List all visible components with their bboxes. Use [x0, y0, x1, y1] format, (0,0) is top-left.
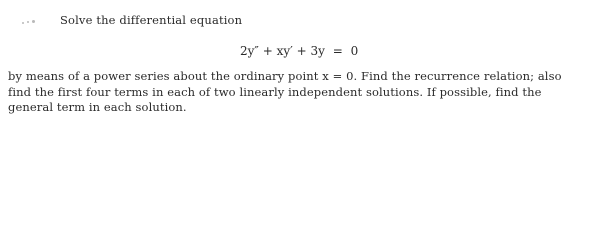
equation-left-side: 2y″ + xy′ + 3y: [240, 44, 325, 58]
problem-body-line-3: general term in each solution.: [8, 100, 187, 114]
problem-body-line-2: find the first four terms in each of two linearly independent solutions. If possible, find the: [8, 84, 542, 99]
bullet-marker-icon: [22, 17, 36, 25]
differential-equation: [240, 43, 358, 59]
problem-body: [8, 69, 588, 116]
equation-equals-sign: =: [332, 44, 343, 58]
problem-body-line-1: by means of a power series about the ordinary point x = 0. Find the recurrence relation; also: [8, 69, 562, 83]
equation-right-side: 0: [350, 44, 359, 58]
problem-prompt: Solve the differential equation: [60, 13, 243, 27]
